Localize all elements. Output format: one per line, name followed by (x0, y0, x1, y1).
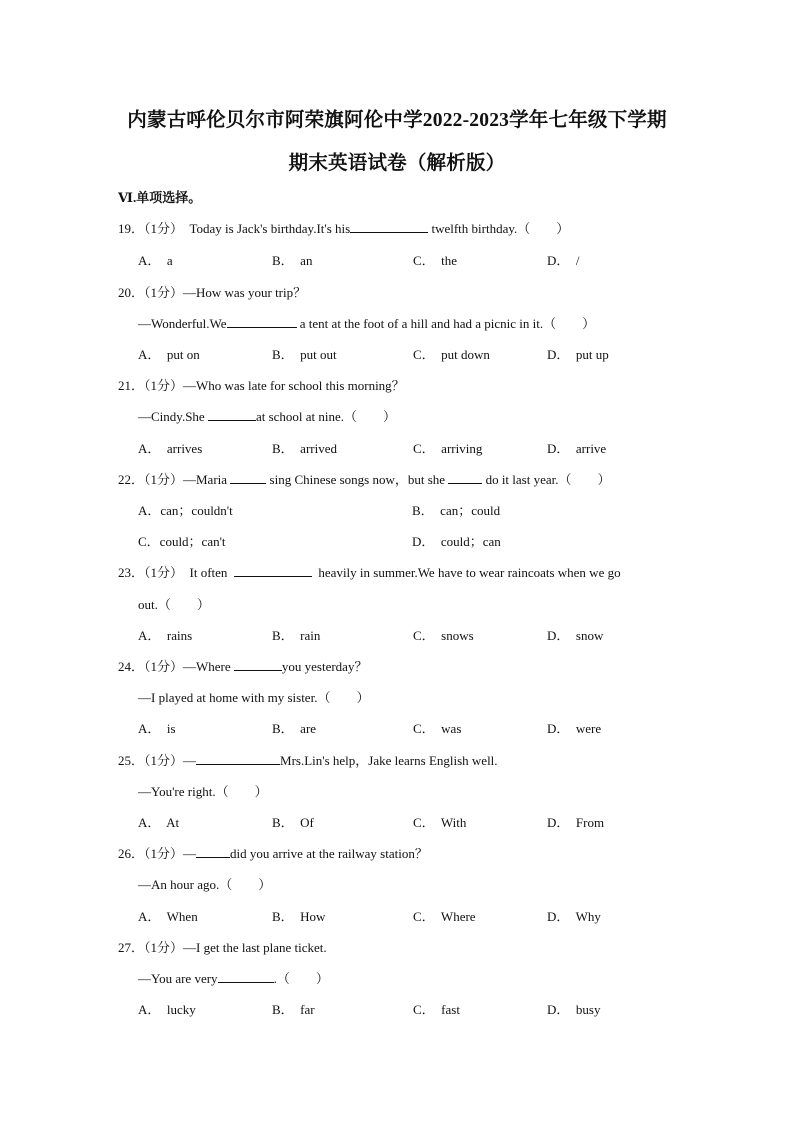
question-text: a tent at the foot of a hill and had a picnic in it.（ ） (296, 316, 596, 331)
question-text: 24．（1分）—Where (118, 659, 234, 674)
question-23-line2: out.（ ） (138, 597, 210, 612)
question-22 (118, 469, 611, 488)
question-text: at school at nine.（ ） (255, 409, 397, 424)
question-23 (118, 562, 621, 581)
question-text: twelfth birthday.（ ） (428, 221, 570, 236)
option-c: C． With (413, 815, 467, 830)
question-text: 26．（1分）— (118, 846, 197, 861)
question-text: Mrs.Lin's help，Jake learns English well. (280, 753, 498, 768)
question-text: —Cindy.She (138, 409, 208, 424)
question-21-line2 (138, 406, 396, 425)
answer-blank (234, 564, 312, 577)
option-b: B． Of (272, 815, 314, 830)
question-text: did you arrive at the railway station？ (230, 846, 428, 861)
question-text: 19．（1分） Today is Jack's birthday.It's his (118, 221, 351, 236)
option-d: D． arrive (547, 441, 607, 456)
question-24-line2: —I played at home with my sister.（ ） (138, 690, 370, 705)
answer-blank (230, 471, 266, 484)
question-26-line2: —An hour ago.（ ） (138, 877, 272, 892)
option-c: C． put down (413, 347, 490, 362)
question-text: 22．（1分）—Maria (118, 472, 231, 487)
question-21: 21．（1分）—Who was late for school this morning？ (118, 378, 405, 393)
question-text: 23．（1分） It often (118, 565, 234, 580)
option-b: B． arrived (272, 441, 337, 456)
question-20: 20．（1分）—How was your trip？ (118, 285, 307, 300)
question-19 (118, 218, 569, 237)
answer-blank (208, 408, 256, 421)
option-a: A． When (138, 909, 198, 924)
option-a: A． arrives (138, 441, 203, 456)
option-d: D． / (547, 253, 580, 268)
exam-title-line2: 期末英语试卷（解析版） (288, 153, 506, 174)
option-d: D． busy (547, 1002, 601, 1017)
option-a: A．can；couldn't (138, 503, 233, 518)
question-24 (118, 656, 367, 675)
question-text: .（ ） (273, 971, 329, 986)
question-27: 27．（1分）—I get the last plane ticket. (118, 940, 327, 955)
answer-blank (448, 471, 482, 484)
answer-blank (218, 970, 274, 983)
question-20-line2 (138, 313, 595, 332)
question-text: sing Chinese songs now，but she (266, 472, 449, 487)
question-text: 25．（1分）— (118, 753, 197, 768)
question-27-line2 (138, 968, 329, 987)
option-c: C． snows (413, 628, 474, 643)
option-d: D． snow (547, 628, 604, 643)
section-heading: Ⅵ.单项选择。 (118, 190, 202, 205)
answer-blank (227, 315, 297, 328)
question-25-line2: —You're right.（ ） (138, 784, 268, 799)
option-b: B． far (272, 1002, 315, 1017)
question-text: do it last year.（ ） (482, 472, 611, 487)
option-b: B． an (272, 253, 313, 268)
question-text: —You are very (138, 971, 218, 986)
option-c: C．could；can't (138, 534, 226, 549)
option-b: B． can；could (412, 503, 501, 518)
answer-blank (350, 220, 428, 233)
question-text: heavily in summer.We have to wear raincoats when we go (311, 565, 621, 580)
question-25 (118, 750, 498, 769)
option-c: C． arriving (413, 441, 483, 456)
option-a: A． rains (138, 628, 193, 643)
option-d: D． could；can (412, 534, 501, 549)
answer-blank (234, 658, 282, 671)
option-d: D． were (547, 721, 602, 736)
answer-blank (196, 845, 230, 858)
option-a: A． lucky (138, 1002, 196, 1017)
option-c: C． was (413, 721, 462, 736)
option-a: A． At (138, 815, 180, 830)
option-a: A． a (138, 253, 173, 268)
option-b: B． rain (272, 628, 321, 643)
option-d: D． put up (547, 347, 609, 362)
option-d: D． Why (547, 909, 601, 924)
option-c: C． fast (413, 1002, 460, 1017)
option-a: A． put on (138, 347, 200, 362)
question-text: —Wonderful.We (138, 316, 227, 331)
option-c: C． the (413, 253, 458, 268)
exam-title-line1: 内蒙古呼伦贝尔市阿荣旗阿伦中学2022-2023学年七年级下学期 (127, 110, 667, 131)
answer-blank (196, 752, 280, 765)
option-d: D． From (547, 815, 605, 830)
question-26 (118, 843, 428, 862)
option-b: B． are (272, 721, 317, 736)
option-a: A． is (138, 721, 176, 736)
option-b: B． put out (272, 347, 337, 362)
question-text: you yesterday？ (281, 659, 368, 674)
option-b: B． How (272, 909, 326, 924)
option-c: C． Where (413, 909, 476, 924)
